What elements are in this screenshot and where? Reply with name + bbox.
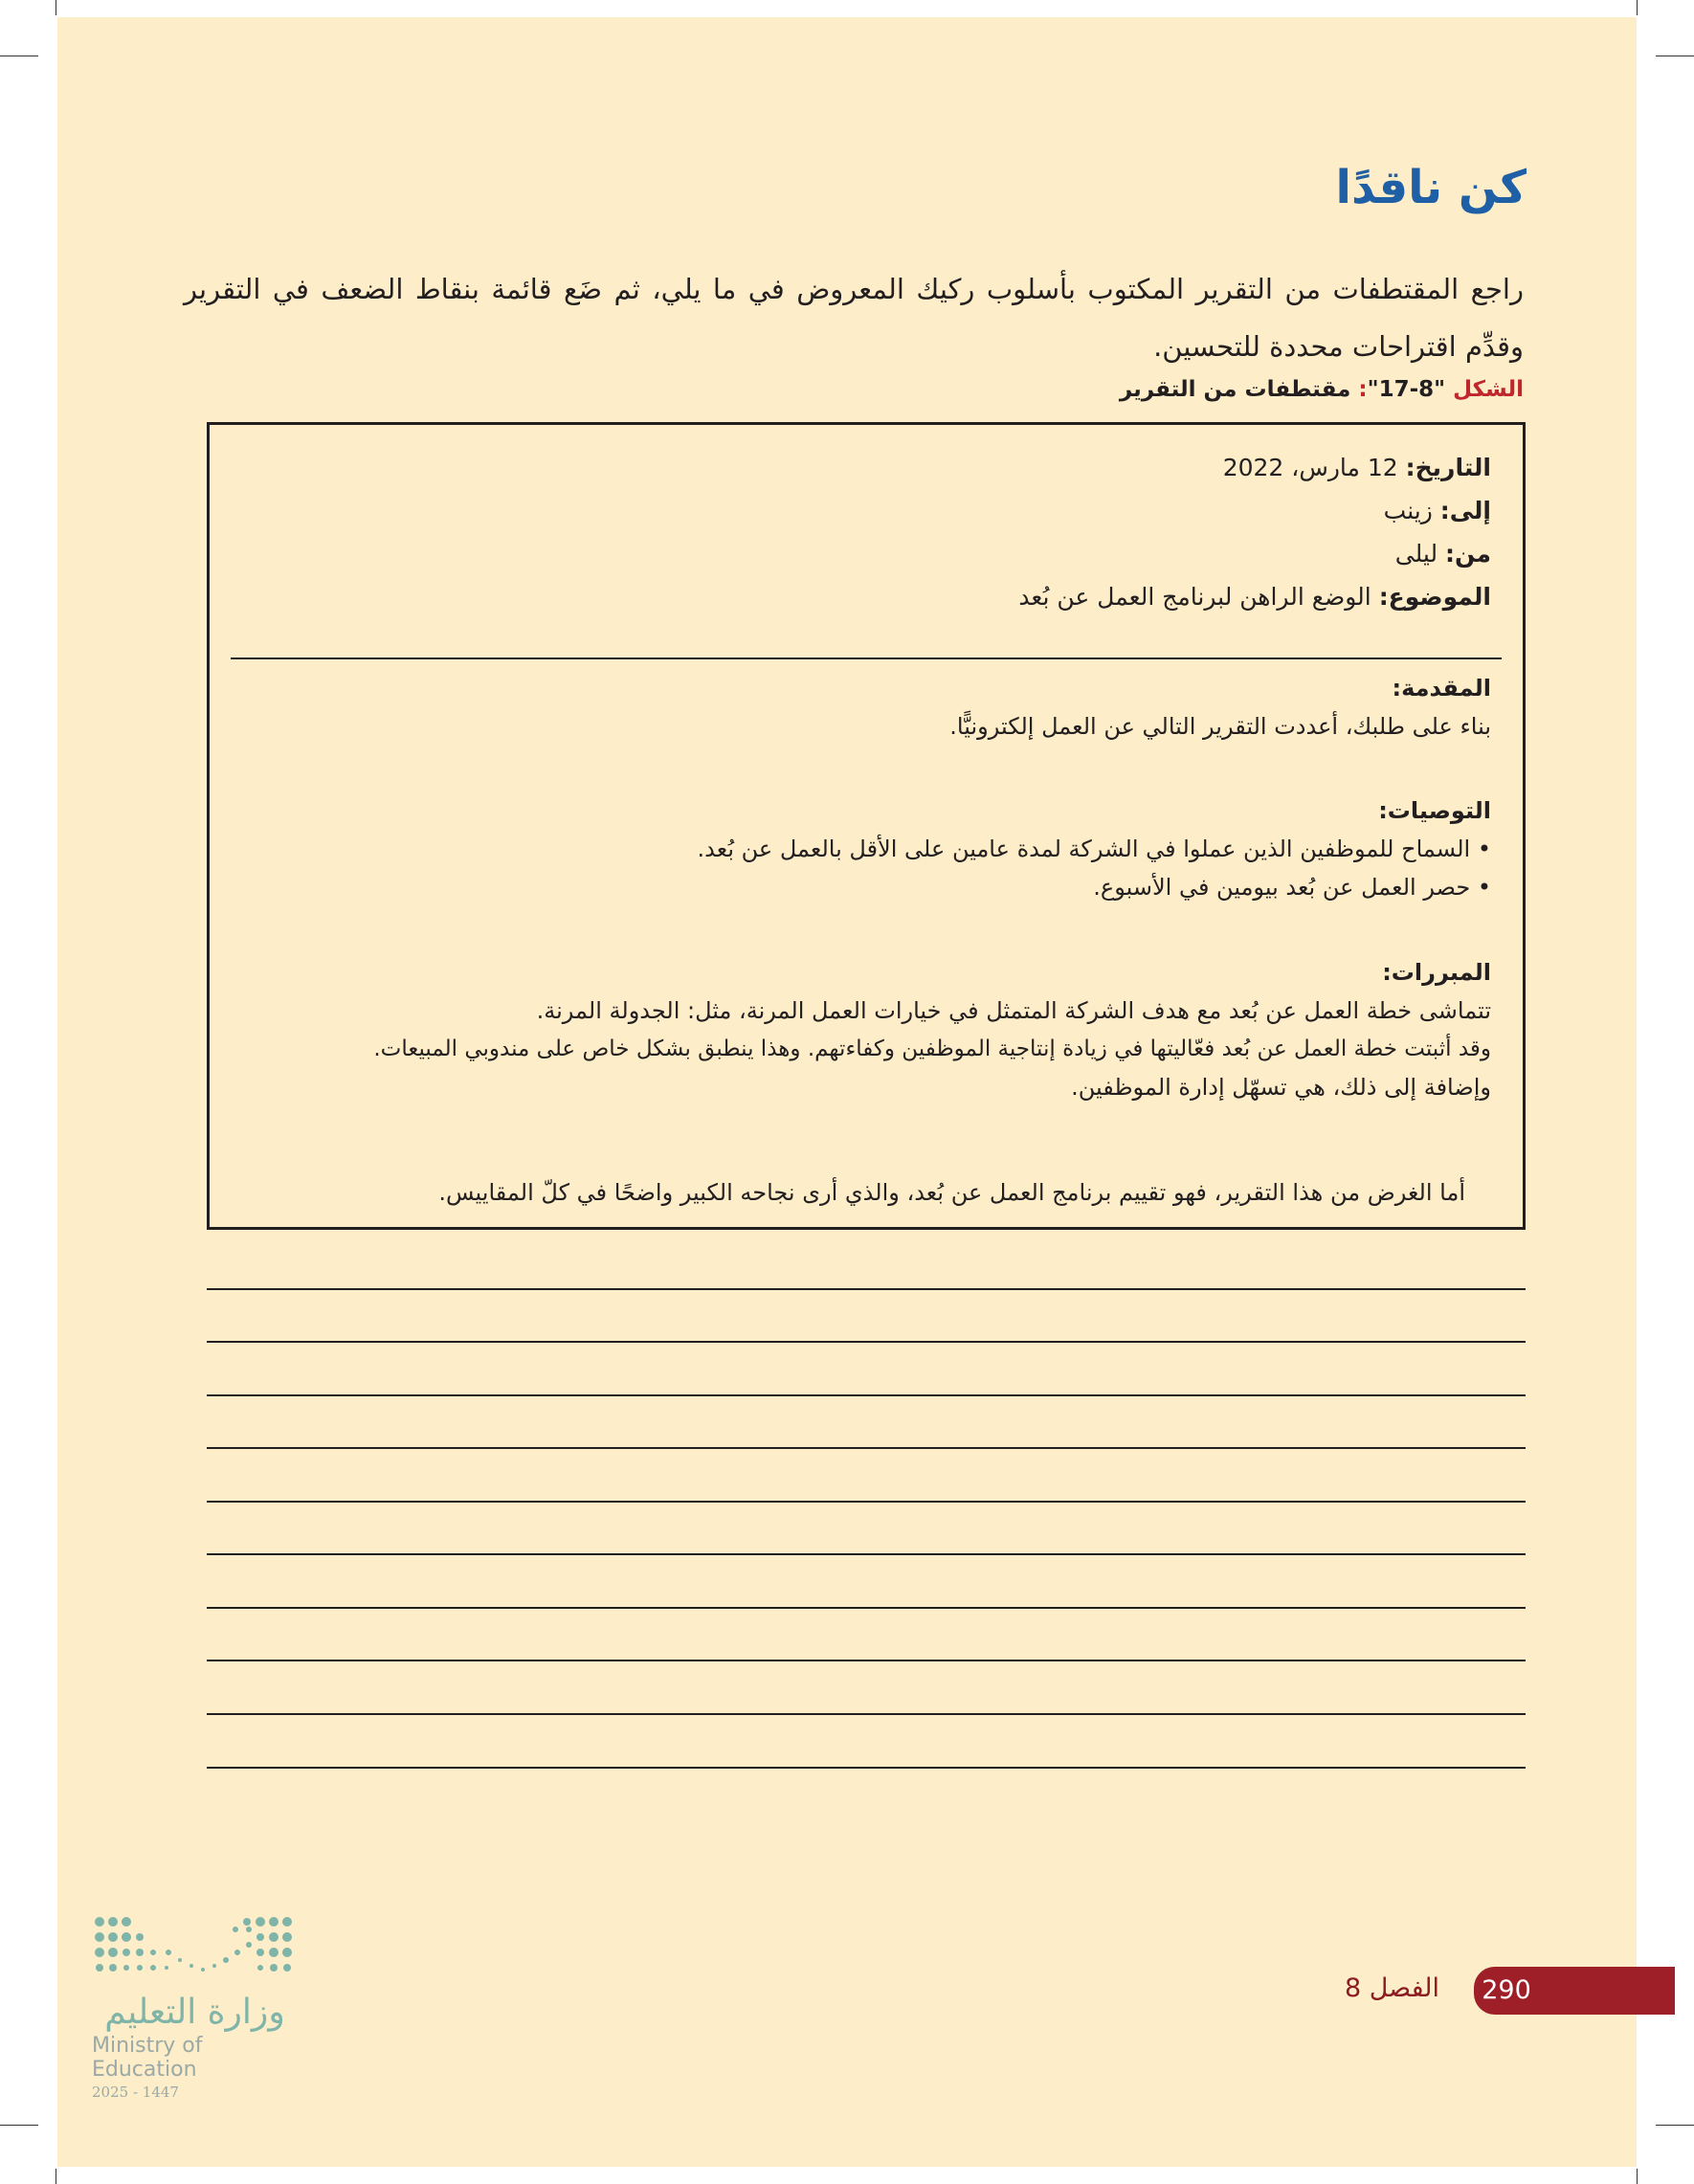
answer-line[interactable] [207, 1394, 1526, 1396]
to-row [1018, 489, 1491, 532]
answer-line[interactable] [207, 1767, 1526, 1769]
justification-line: وإضافة إلى ذلك، هي تسهّل إدارة الموظفين. [1071, 1074, 1491, 1101]
subject-row [1018, 575, 1491, 618]
crop-mark [1656, 2125, 1694, 2126]
intro-text: بناء على طلبك، أعددت التقرير التالي عن العمل إلكترونيًّا. [949, 713, 1491, 740]
from-key: من: [1445, 540, 1491, 568]
recommendations-heading: التوصيات: [1378, 797, 1491, 824]
intro-section [949, 669, 1491, 746]
answer-line[interactable] [207, 1713, 1526, 1715]
recommendation-item: • السماح للموظفين الذين عملوا في الشركة لمدة عامين على الأقل بالعمل عن بُعد. [698, 830, 1491, 868]
ministry-logo-icon [92, 1914, 302, 1981]
from-value: ليلى [1394, 540, 1438, 568]
closing-paragraph: أما الغرض من هذا التقرير، فهو تقييم برنامج العمل عن بُعد، والذي أرى نجاحه الكبير واضحًا في كلّ المقاييس. [438, 1179, 1465, 1206]
answer-line[interactable] [207, 1660, 1526, 1661]
intro-heading: المقدمة: [1392, 675, 1491, 702]
date-key: التاريخ: [1405, 454, 1491, 481]
report-header [1018, 446, 1491, 618]
answer-line[interactable] [207, 1288, 1526, 1290]
intro-paragraph: راجع المقتطفات من التقرير المكتوب بأسلوب ركيك المعروض في ما يلي، ثم ضَع قائمة بنقاط الضعف في التقرير وقدِّم اقتراحات محددة للتحسين. [184, 273, 1524, 363]
figure-label: الشكل [1453, 377, 1524, 402]
figure-number: "8-17" [1367, 377, 1446, 402]
ministry-name-ar: وزارة التعليم [104, 1993, 285, 2032]
justifications-heading: المبررات: [1382, 959, 1491, 986]
answer-line[interactable] [207, 1341, 1526, 1343]
chapter-label: الفصل 8 [1344, 1973, 1439, 2003]
answer-line[interactable] [207, 1607, 1526, 1609]
subject-value: الوضع الراهن لبرنامج العمل عن بُعد [1018, 583, 1371, 611]
from-row [1018, 532, 1491, 575]
to-value: زينب [1383, 497, 1433, 524]
report-box [207, 422, 1526, 1230]
crop-mark [0, 2125, 38, 2126]
crop-mark [1637, 2169, 1638, 2184]
answer-line[interactable] [207, 1553, 1526, 1555]
edition-year: 2025 - 1447 [92, 2084, 179, 2101]
page-number: 290 [1482, 1975, 1531, 2005]
subject-key: الموضوع: [1378, 583, 1491, 611]
recommendations-section [698, 791, 1491, 906]
figure-caption [1120, 377, 1524, 402]
figure-colon: : [1358, 377, 1368, 402]
ministry-name-en: Ministry of Education [92, 2034, 203, 2082]
answer-line[interactable] [207, 1447, 1526, 1449]
recommendation-item: • حصر العمل عن بُعد بيومين في الأسبوع. [698, 868, 1491, 906]
date-row [1018, 446, 1491, 489]
to-key: إلى: [1439, 497, 1491, 524]
ministry-logo [92, 1914, 312, 2101]
header-divider [231, 657, 1502, 659]
date-value: 12 مارس، 2022 [1222, 454, 1398, 481]
justifications-section [373, 953, 1491, 1106]
answer-line[interactable] [207, 1501, 1526, 1503]
figure-title: مقتطفات من التقرير [1119, 377, 1351, 402]
page-title: كن ناقدًا [1335, 161, 1527, 214]
crop-mark [1637, 0, 1638, 15]
justification-line: تتماشى خطة العمل عن بُعد مع هدف الشركة المتمثل في خيارات العمل المرنة، مثل: الجدولة المرنة. [536, 997, 1491, 1024]
justification-line: وقد أثبتت خطة العمل عن بُعد فعّاليتها في زيادة إنتاجية الموظفين وكفاءتهم. وهذا ينطبق بشكل خاص على مندوبي المبيعات. [373, 1036, 1491, 1061]
